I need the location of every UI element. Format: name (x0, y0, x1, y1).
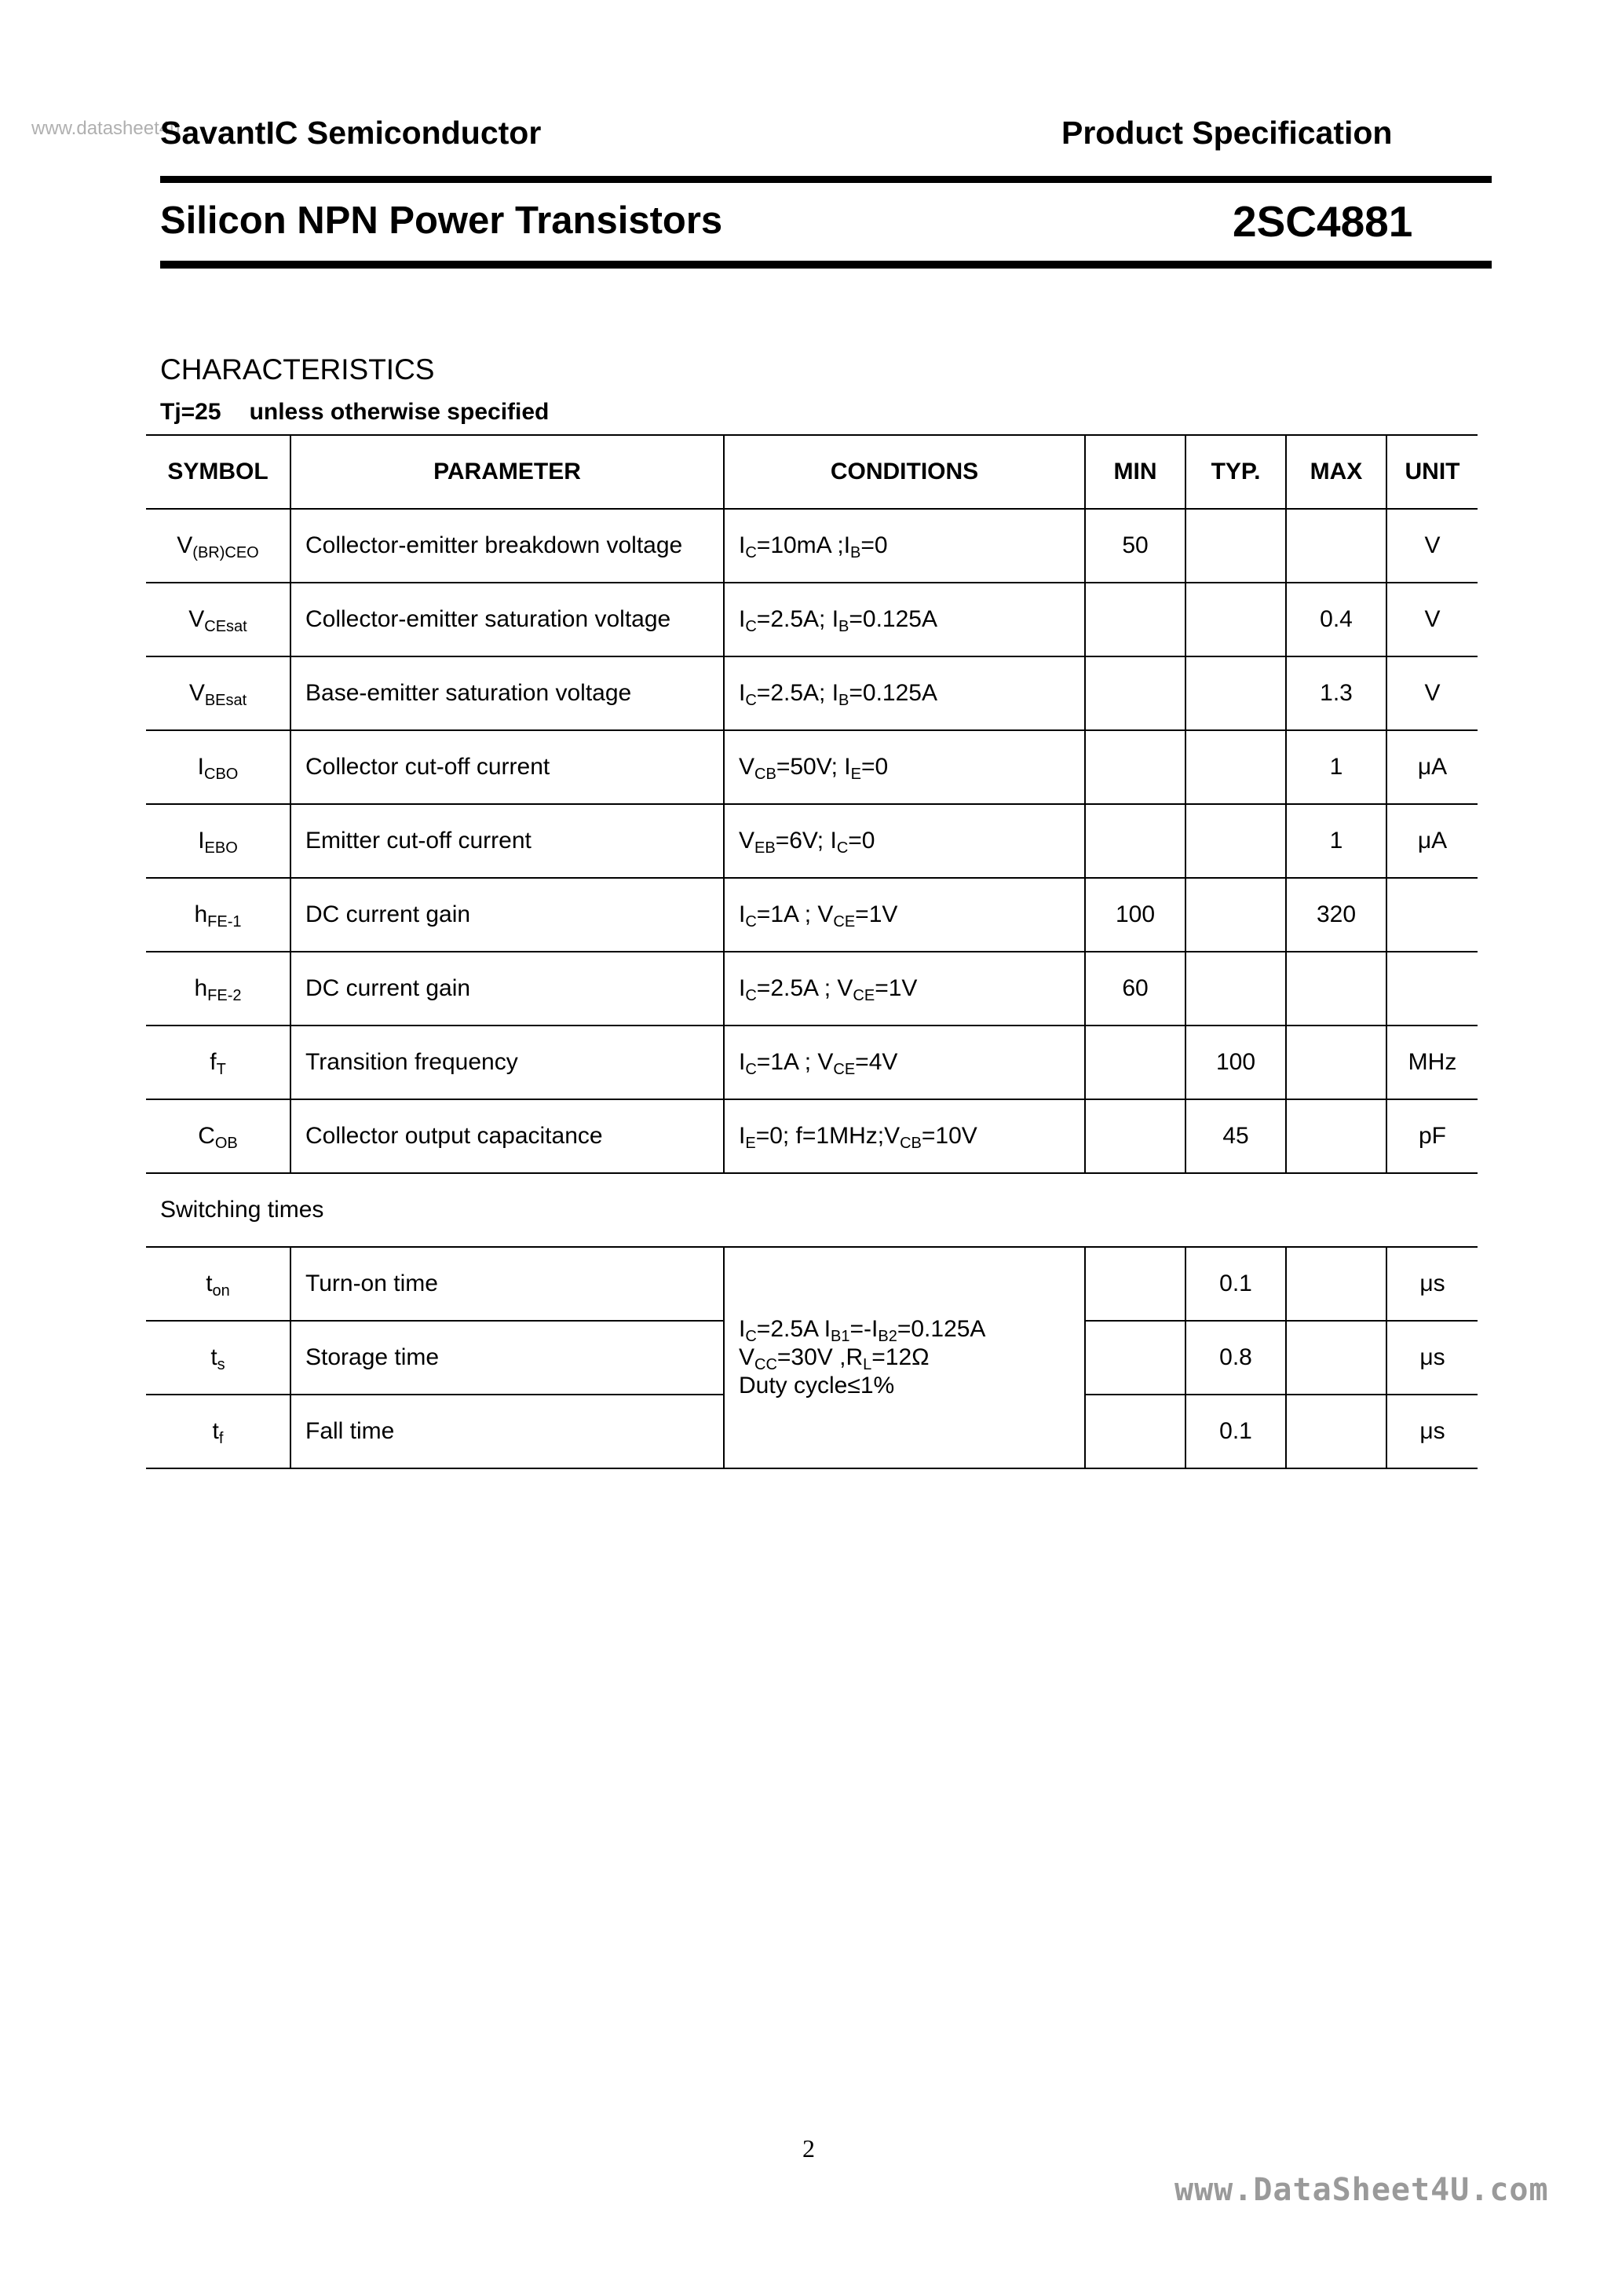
watermark-top: www.datasheet4u (31, 118, 181, 139)
characteristics-table (146, 434, 1478, 1469)
unit-cell (1386, 952, 1478, 1026)
parameter-cell: Transition frequency (290, 1026, 724, 1099)
table-row (146, 1026, 1478, 1099)
header-min: MIN (1085, 435, 1185, 509)
table-row (146, 730, 1478, 804)
table-header-row (146, 435, 1478, 509)
symbol-cell: $V_{BEsat}$ (146, 656, 290, 730)
typ-cell: 45 (1185, 1099, 1286, 1173)
conditions-cell: $I_C=2.5A$; $I_B=0.125A$ (724, 656, 1085, 730)
test-condition-line (160, 399, 549, 426)
typ-cell (1185, 583, 1286, 656)
switching-times-label: Switching times (146, 1173, 1478, 1247)
table-row (146, 1247, 1478, 1321)
max-cell (1286, 952, 1386, 1026)
parameter-cell: Emitter cut-off current (290, 804, 724, 878)
max-cell (1286, 1247, 1386, 1321)
symbol-cell: $I_{EBO}$ (146, 804, 290, 878)
max-cell (1286, 1099, 1386, 1173)
typ-cell (1185, 656, 1286, 730)
switching-condition-line-2: $V_{CC}=30V$ $,R_L=12\Omega$ (739, 1344, 930, 1373)
parameter-cell: Collector-emitter breakdown voltage (290, 509, 724, 583)
max-cell: 1.3 (1286, 656, 1386, 730)
max-cell (1286, 509, 1386, 583)
max-cell: 1 (1286, 804, 1386, 878)
conditions-cell: $I_E=0$; $f=1MHz;V_{CB}=10V$ (724, 1099, 1085, 1173)
conditions-cell: $I_C=2.5A$ ; $V_{CE}=1V$ (724, 952, 1085, 1026)
typ-cell (1185, 952, 1286, 1026)
min-cell (1085, 1026, 1185, 1099)
conditions-cell: $I_C=1A$ ; $V_{CE}=1V$ (724, 878, 1085, 952)
min-cell (1085, 656, 1185, 730)
max-cell: 320 (1286, 878, 1386, 952)
condition-note: unless otherwise specified (249, 399, 550, 425)
typ-cell (1185, 730, 1286, 804)
max-cell: 0.4 (1286, 583, 1386, 656)
watermark-bottom[interactable]: www.DataSheet4U.com (1174, 2172, 1549, 2208)
symbol-cell: $h_{FE-1}$ (146, 878, 290, 952)
typ-cell: 0.1 (1185, 1247, 1286, 1321)
min-cell: 50 (1085, 509, 1185, 583)
min-cell (1085, 730, 1185, 804)
table-row (146, 656, 1478, 730)
symbol-cell: $h_{FE-2}$ (146, 952, 290, 1026)
page-number: 2 (802, 2134, 815, 2163)
min-cell (1085, 1321, 1185, 1395)
symbol-cell: $t_f$ (146, 1395, 290, 1468)
conditions-cell: $V_{CB}=50V$; $I_E=0$ (724, 730, 1085, 804)
typ-cell: 0.8 (1185, 1321, 1286, 1395)
typ-cell (1185, 878, 1286, 952)
header-unit: UNIT (1386, 435, 1478, 509)
symbol-cell: $C_{OB}$ (146, 1099, 290, 1173)
max-cell (1286, 1026, 1386, 1099)
switching-times-row (146, 1173, 1478, 1247)
switching-condition-line-3: Duty cycle≤1% (739, 1373, 895, 1398)
typ-cell (1185, 804, 1286, 878)
conditions-cell: $I_C=10mA$ $;I_B=0$ (724, 509, 1085, 583)
header-symbol: SYMBOL (146, 435, 290, 509)
unit-cell: μs (1386, 1395, 1478, 1468)
symbol-cell: $t_{on}$ (146, 1247, 290, 1321)
min-cell (1085, 583, 1185, 656)
page-title: Silicon NPN Power Transistors (160, 199, 723, 242)
document-type: Product Specification (1061, 115, 1393, 151)
unit-cell: μs (1386, 1321, 1478, 1395)
unit-cell: V (1386, 509, 1478, 583)
part-number: 2SC4881 (1233, 197, 1413, 246)
typ-cell: 100 (1185, 1026, 1286, 1099)
symbol-cell: $V_{(BR)CEO}$ (146, 509, 290, 583)
parameter-cell: Storage time (290, 1321, 724, 1395)
header-parameter: PARAMETER (290, 435, 724, 509)
header-typ: TYP. (1185, 435, 1286, 509)
typ-cell (1185, 509, 1286, 583)
unit-cell: pF (1386, 1099, 1478, 1173)
table-row (146, 804, 1478, 878)
unit-cell: μs (1386, 1247, 1478, 1321)
symbol-cell: $t_s$ (146, 1321, 290, 1395)
switching-condition-line-1: $I_C=2.5A$ $I_{B1}=-I_{B2}=0.125A$ (739, 1316, 986, 1345)
typ-cell: 0.1 (1185, 1395, 1286, 1468)
table-row (146, 1099, 1478, 1173)
symbol-cell: $V_{CEsat}$ (146, 583, 290, 656)
table-row (146, 878, 1478, 952)
unit-cell: μA (1386, 804, 1478, 878)
conditions-cell: $I_C=1A$ ; $V_{CE}=4V$ (724, 1026, 1085, 1099)
unit-cell (1386, 878, 1478, 952)
min-cell (1085, 804, 1185, 878)
max-cell (1286, 1321, 1386, 1395)
section-title: CHARACTERISTICS (160, 353, 435, 386)
parameter-cell: Collector output capacitance (290, 1099, 724, 1173)
company-name: SavantIC Semiconductor (160, 115, 542, 151)
table-row (146, 583, 1478, 656)
title-rule (160, 261, 1492, 269)
table-row (146, 952, 1478, 1026)
parameter-cell: DC current gain (290, 878, 724, 952)
header-conditions: CONDITIONS (724, 435, 1085, 509)
min-cell: 60 (1085, 952, 1185, 1026)
temperature-condition: Tj=25 (160, 399, 221, 425)
parameter-cell: DC current gain (290, 952, 724, 1026)
unit-cell: V (1386, 656, 1478, 730)
min-cell (1085, 1247, 1185, 1321)
header-max: MAX (1286, 435, 1386, 509)
table-row (146, 509, 1478, 583)
parameter-cell: Collector-emitter saturation voltage (290, 583, 724, 656)
min-cell: 100 (1085, 878, 1185, 952)
max-cell: 1 (1286, 730, 1386, 804)
conditions-cell: $I_C=2.5A$; $I_B=0.125A$ (724, 583, 1085, 656)
parameter-cell: Fall time (290, 1395, 724, 1468)
parameter-cell: Collector cut-off current (290, 730, 724, 804)
min-cell (1085, 1099, 1185, 1173)
header-rule (160, 176, 1492, 183)
unit-cell: μA (1386, 730, 1478, 804)
parameter-cell: Base-emitter saturation voltage (290, 656, 724, 730)
max-cell (1286, 1395, 1386, 1468)
parameter-cell: Turn-on time (290, 1247, 724, 1321)
min-cell (1085, 1395, 1185, 1468)
conditions-cell: $V_{EB}=6V$; $I_C=0$ (724, 804, 1085, 878)
unit-cell: V (1386, 583, 1478, 656)
unit-cell: MHz (1386, 1026, 1478, 1099)
symbol-cell: $f_T$ (146, 1026, 290, 1099)
symbol-cell: $I_{CBO}$ (146, 730, 290, 804)
switching-conditions-cell (724, 1247, 1085, 1468)
